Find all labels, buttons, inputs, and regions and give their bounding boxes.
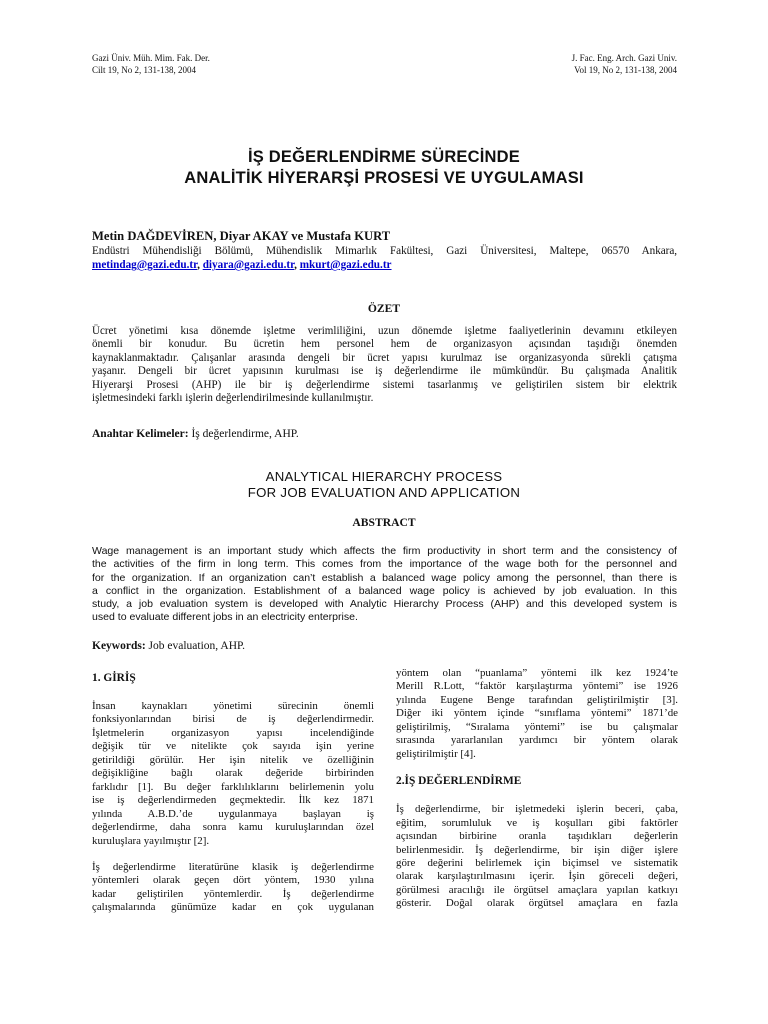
body-line: yılında A.B.D.’de uygulanmaya başlayan iş: [92, 807, 374, 820]
body-line: değerlendirme, daha sonra kamu kuruluşlarından özel: [92, 821, 374, 834]
journal-header-right: [572, 53, 677, 76]
body-line: değişikliğine bağlı olarak değeride birbirinden: [92, 767, 374, 780]
body-line: olarak karşılaştırılmasını içerir. İşin göreceli değeri,: [396, 870, 678, 883]
keywords-en-values: Job evaluation, AHP.: [145, 640, 246, 652]
email-link-1[interactable]: metindag@gazi.edu.tr: [92, 259, 198, 271]
journal-name-tr: Gazi Üniv. Müh. Mim. Fak. Der.: [92, 53, 210, 63]
body-line: yılında Eugene Benge tarafından geliştirilmiştir [3].: [396, 693, 678, 706]
body-line: yöntemleri olarak geçen dört yöntem, 1930 yılına: [92, 874, 374, 887]
body-line: yöntem olan “puanlama” yöntemi ilk kez 1924’te: [396, 667, 678, 679]
email-separator: ,: [197, 259, 203, 271]
body-line: eğitim, sorumluluk ve iş koşulları gibi faktörler: [396, 816, 678, 829]
author-affiliation: Endüstri Mühendisliği Bölümü, Mühendislik Mimarlık Fakültesi, Gazi Üniversitesi, Maltepe, 06570 Ankara,: [92, 245, 677, 257]
body-line: fonksiyonlarından birisi de iş değerlendirmedir.: [92, 713, 374, 726]
body-line: kadar geliştirilen yöntemlerdir. İş değerlendirme: [92, 887, 374, 900]
body-line: çalışmalarında günümüze kadar en çok uygulanan: [92, 901, 374, 914]
section-1-paragraph-2: [92, 861, 374, 915]
abstract-line: for the organization. If an organization can’t establish a balanced wage policy among the personnel, than there is: [92, 571, 677, 584]
body-line: açısından birbirine oranla taşıdıkları değerlerin: [396, 830, 678, 843]
keywords-en: [92, 640, 245, 652]
body-line: görülmesi aracılığı ile örgütsel amaçlara yapılan katkıyı: [396, 883, 678, 896]
journal-name-en: J. Fac. Eng. Arch. Gazi Univ.: [571, 53, 677, 63]
abstract-en: [92, 545, 677, 625]
section-1-heading: 1. GİRİŞ: [92, 672, 136, 684]
en-title-line-2: FOR JOB EVALUATION AND APPLICATION: [247, 485, 521, 500]
body-line: geliştirilmiş, “Sıralama yöntemi” ise bu çalışmalar: [396, 720, 678, 733]
body-line: geliştirilmiştir [4].: [396, 747, 476, 760]
body-line: kuruluşlara yayılmıştır [2].: [92, 834, 210, 847]
body-line: farklıdır [1]. Bu değer farklılıklarını belirlemenin yolu: [92, 780, 374, 793]
email-link-2[interactable]: diyara@gazi.edu.tr: [202, 259, 295, 271]
abstract-line: Wage management is an important study which affects the firm productivity in short term and the consistency of: [92, 545, 677, 557]
email-separator: ,: [294, 259, 300, 271]
ozet-line: yaşanır. Dengeli bir ücret yapısının kurulması ise iş değerlendirme ile mümkündür. Bu çalışmada Analitik: [92, 365, 677, 378]
abstract-line: used to evaluate different jobs in an electricity enterprise.: [92, 611, 358, 624]
section-1-paragraph-1: [92, 700, 374, 848]
body-line: İş değerlendirme, bir işletmedeki işlerin beceri, çaba,: [396, 803, 678, 816]
paper-title-en: [92, 469, 676, 501]
journal-volume-en: Vol 19, No 2, 131-138, 2004: [574, 64, 677, 75]
body-line: İnsan kaynakları yönetimi sürecinin önemli: [92, 700, 374, 712]
section-1-paragraph-2-continued: [396, 667, 678, 761]
body-line: ise iş değerlendirmeden geçmektedir. İlk kez 1871: [92, 794, 374, 807]
body-line: getirildiği görülür. Her işin nitelik ve özelliğinin: [92, 753, 374, 766]
body-line: Merill R.Lott, “faktör karşılaştırma yöntemi” ise 1926: [396, 680, 678, 693]
keywords-en-label: Keywords:: [92, 640, 146, 652]
abstract-line: the activities of the firm in long term. This comes from the importance of the wage both for the personnel and: [92, 558, 677, 571]
title-line-2: ANALİTİK HİYERARŞİ PROSESİ VE UYGULAMASI: [184, 169, 584, 187]
paper-title-tr: [92, 147, 676, 189]
body-column-left: [92, 672, 374, 915]
ozet-line: önemli bir konudur. Bu ücretin hem personel hem de organizasyon açısından taşıdığı önemden: [92, 338, 677, 351]
body-line: İş değerlendirme literatürüne klasik iş değerlendirme: [92, 860, 374, 873]
ozet-line: Ücret yönetimi kısa dönemde işletme verimliliğini, uzun dönemde işletme faaliyetlerinin devamını etkileyen: [92, 325, 677, 337]
title-line-1: İŞ DEĞERLENDİRME SÜRECİNDE: [248, 148, 520, 166]
abstract-heading: ABSTRACT: [352, 516, 416, 529]
body-line: göre değerini belirlemek için biçimsel ve sistematik: [396, 856, 678, 869]
ozet-line: kaynaklanmaktadır. Çalışanlar arasında dengeli bir ücret yapısı kurulmaz ise organizasyonda sürekli çatışma: [92, 351, 677, 364]
en-title-line-1: ANALYTICAL HIERARCHY PROCESS: [265, 469, 503, 484]
keywords-tr-values: İş değerlendirme, AHP.: [188, 428, 299, 440]
body-column-right: [396, 667, 678, 911]
section-2-paragraph-1: [396, 803, 678, 911]
abstract-line: a conflict in the organization. Establishment of a balanced wage policy is achieved by job evaluation. In this: [92, 584, 677, 597]
body-line: gösterir. Doğal olarak örgütsel amaçlara en fazla: [396, 897, 678, 910]
ozet-heading: ÖZET: [367, 302, 401, 315]
body-line: belirlenmesidir. İş değerlendirme, bir işin diğer işlere: [396, 843, 678, 856]
keywords-tr-label: Anahtar Kelimeler:: [92, 428, 189, 440]
email-link-3[interactable]: mkurt@gazi.edu.tr: [299, 259, 392, 271]
author-emails: [92, 259, 392, 271]
abstract-line: study, a job evaluation system is developed with Analytic Hierarchy Process (AHP) and this developed system is: [92, 598, 677, 610]
ozet-abstract-tr: [92, 325, 677, 405]
body-line: sırasında yararlanılan yardımcı bir yöntem olarak: [396, 734, 678, 747]
section-2-heading: 2.İŞ DEĞERLENDİRME: [396, 775, 522, 788]
ozet-line: işletmesindeki farklı işlerin değerlendirilmesinde kullanılmıştır.: [92, 392, 374, 405]
author-list: Metin DAĞDEVİREN, Diyar AKAY ve Mustafa KURT: [92, 229, 391, 243]
journal-volume-tr: Cilt 19, No 2, 131-138, 2004: [92, 64, 197, 75]
body-line: Diğer iki yöntem içinde “sınıflama yöntemi” 1871’de: [396, 707, 678, 720]
keywords-tr: [92, 428, 299, 440]
body-line: İşletmelerin organizasyon yapısı incelendiğinde: [92, 726, 374, 739]
journal-header-left: [92, 53, 210, 76]
ozet-line: Hiyerarşi Prosesi (AHP) ile bir iş değerlendirme sistemi tasarlanmış ve geliştirilen sistem bir elektrik: [92, 378, 677, 391]
body-line: değişik tür ve nitelikte çok sayıda işin yerine: [92, 740, 374, 753]
